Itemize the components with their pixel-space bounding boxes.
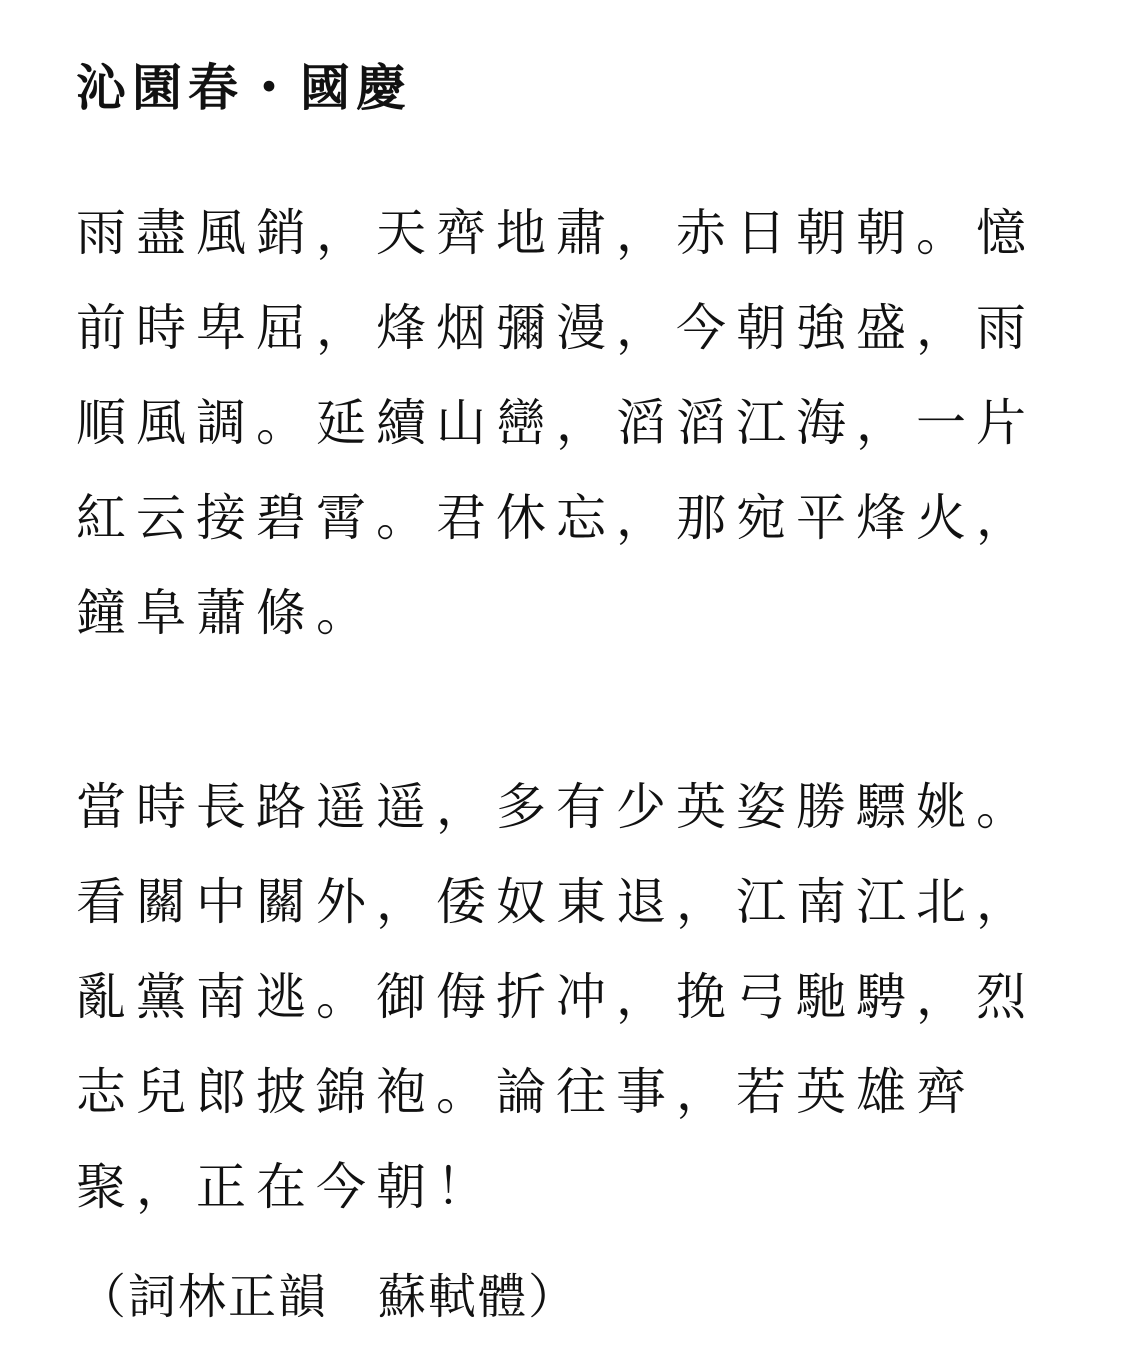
poem-title: 沁園春・國慶 [76, 58, 412, 117]
stanza1-line-4: 紅云接碧霄。君休忘，那宛平烽火， [76, 489, 1036, 547]
stanza1-line-5: 鐘阜蕭條。 [76, 584, 376, 642]
stanza2-line-1: 當時長路遥遥，多有少英姿勝驃姚。 [76, 778, 1036, 836]
stanza1-line-1: 雨盡風銷，天齊地肅，赤日朝朝。憶 [76, 204, 1036, 262]
stanza1-line-3: 順風調。延續山巒，滔滔江海，一片 [76, 394, 1036, 452]
stanza2-line-3: 亂黨南逃。御侮折冲，挽弓馳騁，烈 [76, 968, 1036, 1026]
poem-attribution: （詞林正韻 蘇軾體） [78, 1269, 579, 1325]
stanza1-line-2: 前時卑屈，烽烟彌漫，今朝強盛，雨 [76, 299, 1036, 357]
stanza2-line-2: 看關中關外，倭奴東退，江南江北， [76, 873, 1036, 931]
stanza2-line-4: 志兒郎披錦袍。論往事，若英雄齊 [76, 1063, 976, 1121]
stanza2-line-5: 聚，正在今朝！ [76, 1158, 496, 1216]
